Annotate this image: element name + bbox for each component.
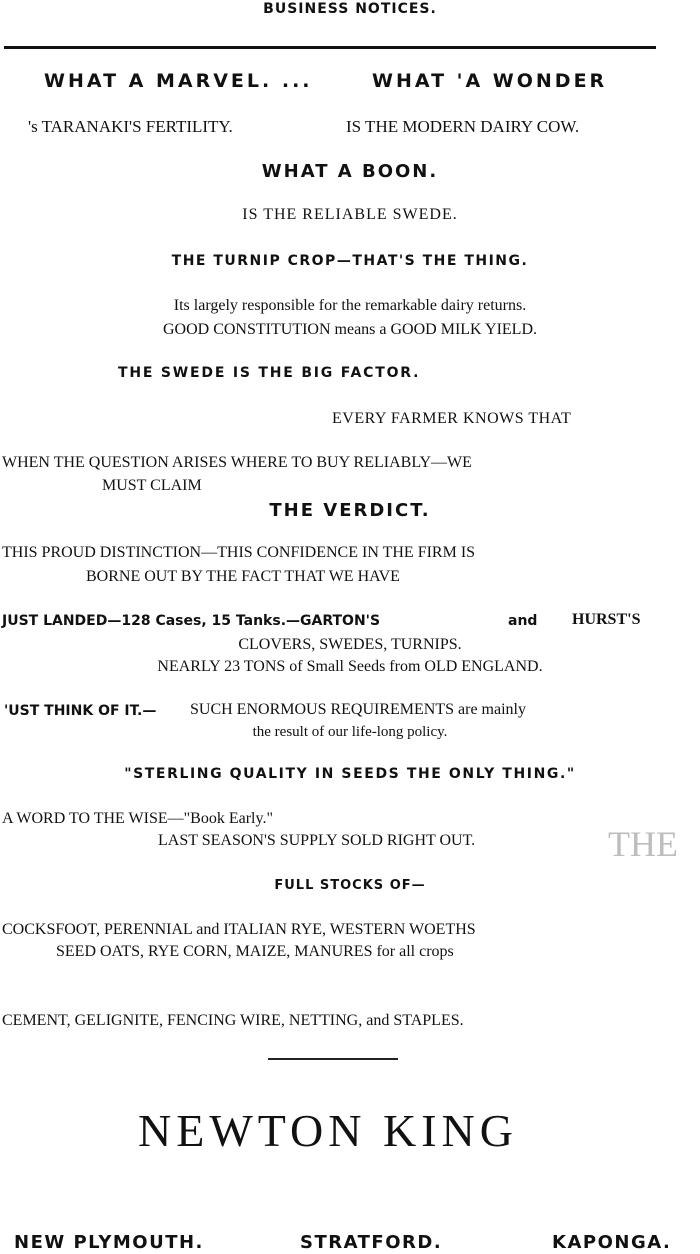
- line-policy: the result of our life-long policy.: [252, 724, 448, 740]
- location-new-plymouth: NEW PLYMOUTH.: [14, 1232, 204, 1253]
- line-cocksfoot: COCKSFOOT, PERENNIAL and ITALIAN RYE, WESTERN WOETHS: [2, 921, 476, 938]
- firm-name: NEWTON KING: [138, 1105, 518, 1156]
- line-constitution: GOOD CONSTITUTION means a GOOD MILK YIELD.: [162, 321, 537, 338]
- line-just-think: 'UST THINK OF IT.—: [4, 703, 157, 719]
- location-kaponga: KAPONGA.: [552, 1232, 672, 1253]
- headline-boon: WHAT A BOON.: [261, 161, 439, 182]
- show-through-text: THE: [608, 824, 678, 864]
- line-big-factor: THE SWEDE IS THE BIG FACTOR.: [118, 365, 421, 381]
- line-nearly-tons: NEARLY 23 TONS of Small Seeds from OLD ENGLAND.: [157, 658, 543, 675]
- line-hursts: HURST'S: [572, 611, 641, 628]
- line-cement: CEMENT, GELIGNITE, FENCING WIRE, NETTING, and STAPLES.: [2, 1012, 464, 1029]
- line-turnip: THE TURNIP CROP—THAT'S THE THING.: [171, 253, 529, 269]
- line-dairy-cow: IS THE MODERN DAIRY COW.: [346, 117, 580, 136]
- line-must-claim: MUST CLAIM: [102, 477, 202, 494]
- headline-wonder: WHAT 'A WONDER: [372, 70, 608, 92]
- line-borne-out: BORNE OUT BY THE FACT THAT WE HAVE: [86, 568, 400, 585]
- section-header: BUSINESS NOTICES.: [263, 1, 437, 17]
- line-and: and: [508, 613, 538, 629]
- location-stratford: STRATFORD.: [300, 1232, 443, 1253]
- line-sterling-quality: "STERLING QUALITY IN SEEDS THE ONLY THING.": [124, 766, 576, 782]
- line-last-season: LAST SEASON'S SUPPLY SOLD RIGHT OUT.: [158, 832, 476, 849]
- line-swede: IS THE RELIABLE SWEDE.: [242, 206, 458, 223]
- line-just-landed: JUST LANDED—128 Cases, 15 Tanks.—GARTON'S: [2, 613, 381, 629]
- line-enormous: SUCH ENORMOUS REQUIREMENTS are mainly: [190, 701, 526, 718]
- line-seed-oats: SEED OATS, RYE CORN, MAIZE, MANURES for all crops: [56, 943, 454, 960]
- line-clovers: CLOVERS, SWEDES, TURNIPS.: [238, 636, 462, 653]
- headline-marvel: WHAT A MARVEL. ...: [44, 70, 313, 92]
- header-rule: [4, 46, 656, 49]
- line-responsible: Its largely responsible for the remarkable dairy returns.: [173, 297, 527, 314]
- line-every-farmer: EVERY FARMER KNOWS THAT: [332, 410, 572, 427]
- line-distinction: THIS PROUD DISTINCTION—THIS CONFIDENCE IN THE FIRM IS: [2, 544, 476, 561]
- line-question: WHEN THE QUESTION ARISES WHERE TO BUY RELIABLY—WE: [2, 454, 472, 471]
- headline-verdict: THE VERDICT.: [269, 500, 431, 521]
- line-word-to-wise: A WORD TO THE WISE—"Book Early.": [2, 810, 273, 827]
- divider-rule: [268, 1058, 398, 1060]
- line-taranaki: 's TARANAKI'S FERTILITY.: [28, 117, 233, 136]
- line-full-stocks: FULL STOCKS OF—: [274, 878, 426, 893]
